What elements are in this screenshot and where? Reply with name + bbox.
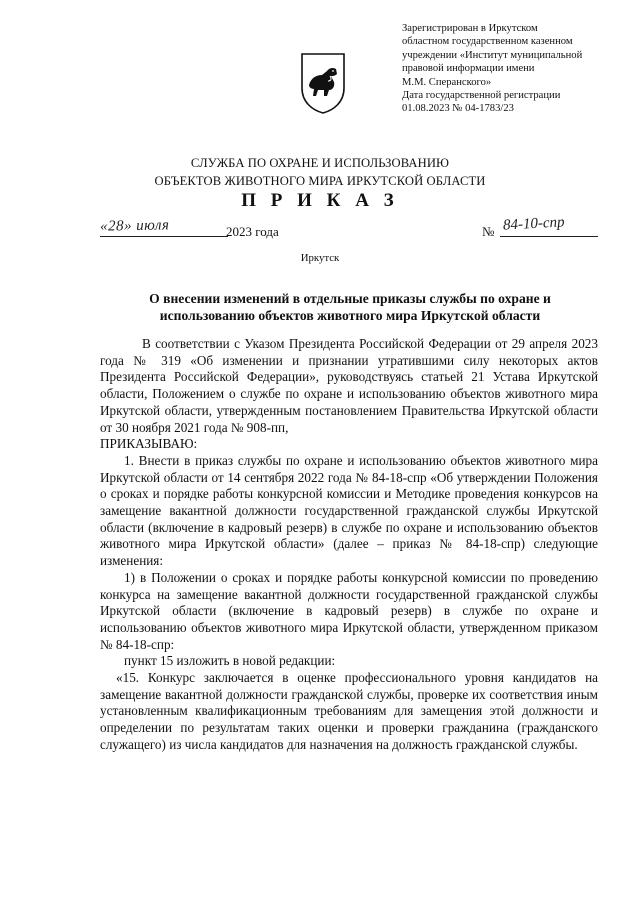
point-15-text: «15. Конкурс заключается в оценке профессионального уровня кандидатов на замещение вакантной должности гражданской службы, проверке их соответствия иным установленным квалификационным требованиям для замещения этой должности и определении по результатам таких оценки и проверки гражданина (гражданского служащего) из числа кандидатов для назначения на должность гражданской службы. (100, 670, 598, 752)
registration-line: Зарегистрирован в Иркутском (402, 23, 538, 34)
handwritten-date: «28» июля (99, 217, 170, 235)
date-underline (100, 236, 228, 237)
number-underline (500, 236, 598, 237)
registration-line: 01.08.2023 № 04-1783/23 (402, 103, 514, 115)
document-body (100, 336, 598, 754)
document-year: 2023 года (226, 224, 279, 239)
handwritten-document-number: 84-10-спр (502, 214, 566, 234)
document-title-line-2: использованию объектов животного мира Иркутской области (159, 308, 541, 323)
registration-stamp (402, 22, 598, 116)
order-word: ПРИКАЗЫВАЮ: (100, 436, 198, 452)
organization-name-line-1: СЛУЖБА ПО ОХРАНЕ И ИСПОЛЬЗОВАНИЮ (190, 156, 450, 170)
registration-line: Дата государственной регистрации (402, 90, 561, 102)
point-15-intro: пункт 15 изложить в новой редакции: (124, 653, 336, 669)
registration-line: правовой информации имени (402, 63, 535, 75)
preamble-paragraph: В соответствии с Указом Президента Российской Федерации от 29 апреля 2023 года № 319 «Об изменении и признании утратившими силу некоторых актов Президента Российской Федерации», руководствуясь статьей 21 Устава Иркутской области, Положением о службе по охране и использованию объектов животного мира Иркутской области, утвержденным постановлением Правительства Иркутской области от 30 ноября 2021 года № 908-пп, (100, 336, 598, 435)
item-1-paragraph: 1. Внести в приказ службы по охране и использованию объектов животного мира Иркутской области от 14 сентября 2022 года № 84-18-спр «Об утверждении Положения о сроках и порядке работы конкурсной комиссии и Методике проведения конкурсов на замещение вакантной должности государственной гражданской службы Иркутской области (включение в кадровый резерв) в службе по охране и использованию объектов животного мира Иркутской области» (далее – приказ № 84-18-спр) следующие изменения: (100, 452, 598, 569)
city-name: Иркутск (300, 252, 340, 264)
document-title (100, 290, 600, 324)
subitem-1-paragraph: 1) в Положении о сроках и порядке работы конкурсной комиссии по проведению конкурса на замещение вакантной должности государственной гражданской службы Иркутской области (включение в кадровый резерв) в службе по охране и использованию объектов животного мира Иркутской области, утвержденном приказом № 84-18-спр: (100, 569, 598, 652)
organization-name-line-2: ОБЪЕКТОВ ЖИВОТНОГО МИРА ИРКУТСКОЙ ОБЛАСТИ (154, 174, 486, 188)
document-type-heading: П Р И К А З (241, 190, 399, 211)
registration-line: М.М. Сперанского» (402, 76, 492, 88)
registration-line: областном государственном казенном (402, 36, 573, 48)
coat-of-arms-emblem (300, 52, 346, 114)
number-sign: № (482, 224, 495, 239)
registration-line: учреждении «Институт муниципальной (402, 49, 583, 61)
document-title-line-1: О внесении изменений в отдельные приказы службы по охране и (149, 291, 551, 306)
